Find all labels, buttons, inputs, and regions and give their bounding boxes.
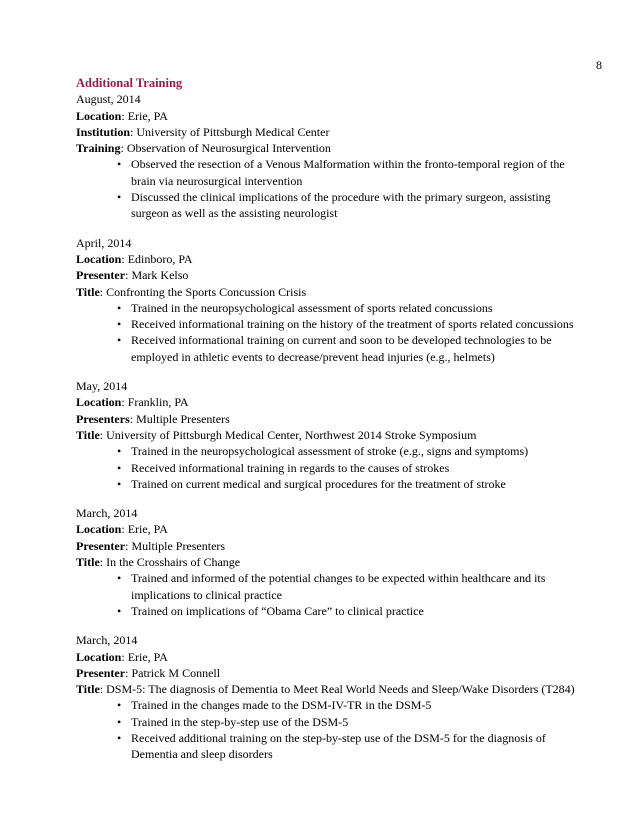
bullet-item: • Received informational training on current and soon to be developed technologies to be employed in athletic events to decrease/prevent head injuries (e.g., helmets) [131, 332, 576, 365]
field-separator: : [125, 538, 132, 553]
field-label: Presenters [76, 411, 130, 426]
field-label: Title [76, 427, 100, 442]
bullet-list [76, 300, 576, 365]
entry-field [76, 521, 576, 537]
training-entry [76, 378, 576, 505]
field-value: University of Pittsburgh Medical Center [136, 124, 330, 139]
field-value: Mark Kelso [131, 268, 189, 283]
field-separator: : [121, 251, 128, 266]
field-value: In the Crosshairs of Change [106, 555, 241, 570]
bullet-item: • Received informational training in regards to the causes of strokes [131, 460, 576, 476]
field-separator: : [125, 665, 132, 680]
field-value: University of Pittsburgh Medical Center, Northwest 2014 Stroke Symposium [106, 427, 477, 442]
entry-date: March, 2014 [76, 633, 138, 648]
field-value: Observation of Neurosurgical Intervention [126, 141, 331, 156]
training-entry [76, 632, 576, 762]
field-label: Location [76, 395, 122, 410]
entry-field [76, 427, 576, 443]
field-separator: : [130, 124, 137, 139]
field-value: Edinboro, PA [127, 251, 193, 266]
field-value: Franklin, PA [127, 395, 189, 410]
field-value: DSM-5: The diagnosis of Dementia to Meet Real World Needs and Sleep/Wake Disorders (T284) [106, 682, 575, 697]
field-value: Multiple Presenters [131, 538, 226, 553]
section-heading: Additional Training [76, 76, 183, 90]
bullet-item: • Trained on implications of “Obama Care” to clinical practice [131, 603, 576, 619]
field-label: Title [76, 555, 100, 570]
field-label: Title [76, 284, 100, 299]
field-separator: : [99, 682, 107, 697]
bullet-item: • Observed the resection of a Venous Malformation within the fronto-temporal region of the brain via neurosurgical intervention [131, 156, 576, 189]
field-separator: : [129, 411, 137, 426]
bullet-item: • Discussed the clinical implications of the procedure with the primary surgeon, assisting surgeon as well as the assisting neurologist [131, 189, 576, 222]
field-separator: : [121, 649, 128, 664]
field-label: Location [76, 522, 122, 537]
bullet-list [76, 697, 576, 762]
entry-field [76, 284, 576, 300]
entry-date: April, 2014 [76, 235, 132, 250]
field-label: Presenter [76, 268, 126, 283]
bullet-item: • Trained on current medical and surgical procedures for the treatment of stroke [131, 476, 576, 492]
field-separator: : [99, 284, 107, 299]
field-label: Location [76, 251, 122, 266]
bullet-item: • Trained in the neuropsychological assessment of stroke (e.g., signs and symptoms) [131, 443, 576, 459]
bullet-item: • Trained in the changes made to the DSM-IV-TR in the DSM-5 [131, 697, 576, 713]
field-value: Erie, PA [127, 522, 168, 537]
field-value: Patrick M Connell [131, 665, 221, 680]
bullet-list [76, 570, 576, 619]
field-separator: : [125, 268, 132, 283]
page-number: 8 [596, 58, 602, 72]
field-value: Erie, PA [127, 649, 168, 664]
entry-field [76, 538, 576, 554]
field-label: Presenter [76, 538, 126, 553]
field-separator: : [99, 555, 107, 570]
bullet-list [76, 443, 576, 492]
training-entries [76, 91, 576, 762]
entry-date: May, 2014 [76, 379, 128, 394]
field-separator: : [121, 395, 128, 410]
bullet-item: • Received additional training on the step-by-step use of the DSM-5 for the diagnosis of Dementia and sleep disorders [131, 730, 576, 763]
entry-field [76, 251, 576, 267]
training-content [76, 75, 576, 763]
entry-date: March, 2014 [76, 506, 138, 521]
entry-spacer [76, 365, 576, 378]
field-label: Location [76, 649, 122, 664]
entry-field [76, 665, 576, 681]
training-entry [76, 505, 576, 632]
field-value: Multiple Presenters [136, 411, 230, 426]
entry-field [76, 394, 576, 410]
field-separator: : [121, 522, 128, 537]
entry-field [76, 267, 576, 283]
entry-field [76, 140, 576, 156]
field-separator: : [121, 108, 128, 123]
bullet-item: • Trained in the step-by-step use of the DSM-5 [131, 714, 576, 730]
entry-spacer [76, 619, 576, 632]
field-separator: : [99, 427, 107, 442]
field-label: Location [76, 108, 122, 123]
entry-field [76, 681, 576, 697]
entry-field [76, 124, 576, 140]
bullet-item: • Trained and informed of the potential changes to be expected within healthcare and its implications to clinical practice [131, 570, 576, 603]
field-label: Institution [76, 124, 131, 139]
entry-field [76, 411, 576, 427]
field-label: Presenter [76, 665, 126, 680]
field-value: Confronting the Sports Concussion Crisis [106, 284, 307, 299]
field-label: Training [76, 141, 121, 156]
bullet-item: • Received informational training on the history of the treatment of sports related concussions [131, 316, 576, 332]
field-label: Title [76, 682, 100, 697]
field-separator: : [120, 141, 127, 156]
entry-field [76, 554, 576, 570]
entry-field [76, 649, 576, 665]
training-entry [76, 91, 576, 234]
training-entry [76, 235, 576, 378]
entry-date: August, 2014 [76, 92, 141, 107]
bullet-item: • Trained in the neuropsychological assessment of sports related concussions [131, 300, 576, 316]
entry-spacer [76, 222, 576, 235]
entry-spacer [76, 492, 576, 505]
entry-field [76, 108, 576, 124]
field-value: Erie, PA [127, 108, 168, 123]
bullet-list [76, 156, 576, 221]
